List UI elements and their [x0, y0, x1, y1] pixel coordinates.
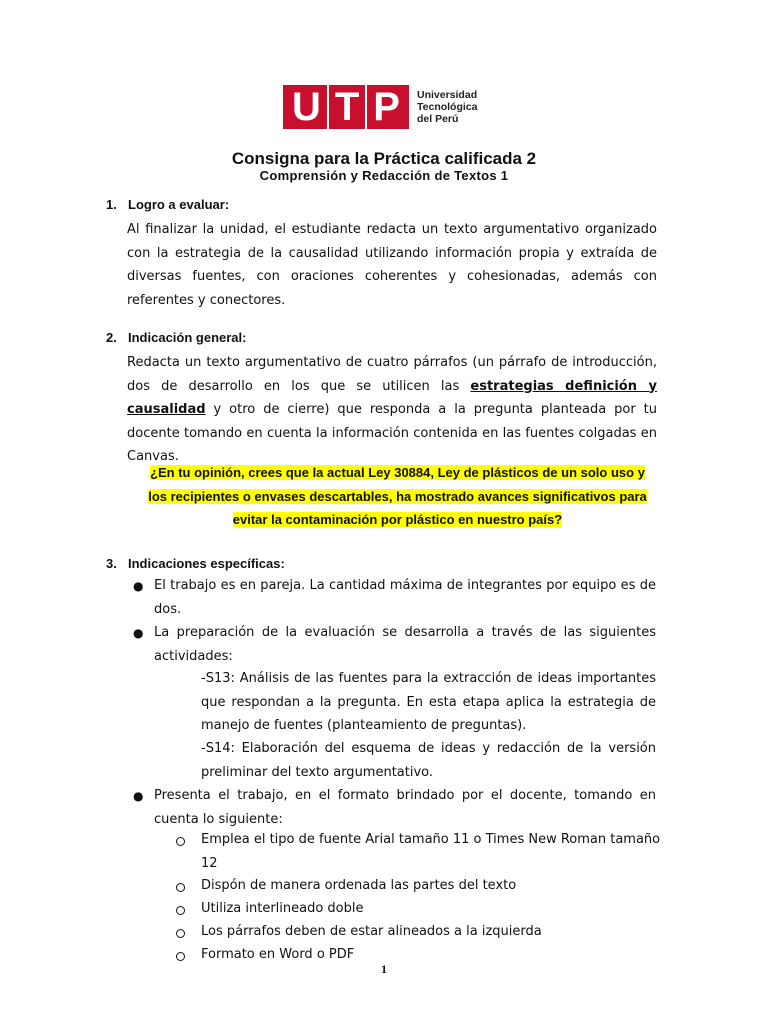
logo-letter-t: T [334, 85, 360, 129]
logo-line-3: del Perú [417, 113, 459, 125]
section-2-text-before: Redacta un texto argumentativo de cuatro párrafos (un párrafo de introducción, dos de desarrollo en los que se utilicen las [127, 355, 657, 394]
bullet-dot-icon: ● [133, 789, 144, 803]
logo-separator [327, 85, 329, 129]
bullet-dot-icon: ● [133, 579, 144, 593]
logo-separator [365, 85, 367, 129]
bullet-item-2: La preparación de la evaluación se desarrolla a través de las siguientes actividades: [154, 625, 656, 664]
document-title: Consigna para la Práctica calificada 2 [231, 149, 537, 168]
section-1-number: 1. [106, 197, 117, 212]
bullet-item-1: El trabajo es en pareja. La cantidad máxima de integrantes por equipo es de dos. [154, 578, 656, 617]
bullet-dot-icon: ● [133, 626, 144, 640]
section-2-emphasis: estrategias definición y causalidad [127, 378, 657, 417]
document-subtitle: Comprensión y Redacción de Textos 1 [259, 168, 509, 183]
section-2-text-after: y otro de cierre) que responda a la pregunta planteada por tu docente tomando en cuenta la información contenida en las fuentes colgadas en Canvas. [127, 402, 657, 464]
utp-logo [283, 85, 477, 129]
logo-wordmark [417, 89, 477, 125]
format-item: Formato en Word o PDF [201, 947, 355, 962]
logo-line-2: Tecnológica [417, 101, 478, 113]
section-1-heading [106, 197, 229, 212]
section-3-number: 3. [106, 556, 117, 571]
logo-mark [283, 85, 409, 129]
format-item: Emplea el tipo de fuente Arial tamaño 11 o Times New Roman tamaño 12 [201, 832, 661, 871]
logo-letter-u: U [291, 85, 321, 129]
format-item: Utiliza interlineado doble [201, 901, 364, 916]
format-item: Dispón de manera ordenada las partes del texto [201, 878, 517, 893]
question-line-3: evitar la contaminación por plástico en nuestro país? [232, 512, 563, 527]
format-item: Los párrafos deben de estar alineados a la izquierda [201, 924, 542, 939]
question-line-1: ¿En tu opinión, crees que la actual Ley 30884, Ley de plásticos de un solo uso y [150, 465, 645, 480]
activity-s14: -S14: Elaboración del esquema de ideas y redacción de la versión preliminar del texto argumentativo. [201, 741, 656, 780]
section-2-heading [106, 330, 246, 345]
circle-bullet-icon [176, 883, 185, 892]
section-2-title: Indicación general: [128, 330, 247, 345]
logo-letter-p: P [373, 85, 400, 129]
circle-bullet-icon [176, 906, 185, 915]
section-3-heading [106, 556, 285, 571]
question-line-2: los recipientes o envases descartables, ha mostrado avances significativos para [148, 488, 647, 504]
section-1-title: Logro a evaluar: [128, 197, 230, 212]
circle-bullet-icon [176, 837, 185, 846]
circle-bullet-icon [176, 929, 185, 938]
section-2-number: 2. [106, 330, 117, 345]
activity-s13: -S13: Análisis de las fuentes para la extracción de ideas importantes que respondan a la pregunta. En esta etapa aplica la estrategia de manejo de fuentes (planteamiento de preguntas). [201, 671, 656, 733]
bullet-item-3: Presenta el trabajo, en el formato brindado por el docente, tomando en cuenta lo siguiente: [154, 788, 656, 827]
logo-line-1: Universidad [417, 89, 478, 101]
section-1-text: Al finalizar la unidad, el estudiante redacta un texto argumentativo organizado con la estrategia de la causalidad utilizando información propia y extraída de diversas fuentes, con oraciones coherentes y cohesionadas, además con referentes y conectores. [127, 222, 657, 308]
section-2-text [127, 351, 657, 469]
page-number: 1 [381, 962, 387, 976]
highlighted-question [120, 461, 675, 532]
section-3-title: Indicaciones específicas: [128, 556, 285, 571]
circle-bullet-icon [176, 952, 185, 961]
